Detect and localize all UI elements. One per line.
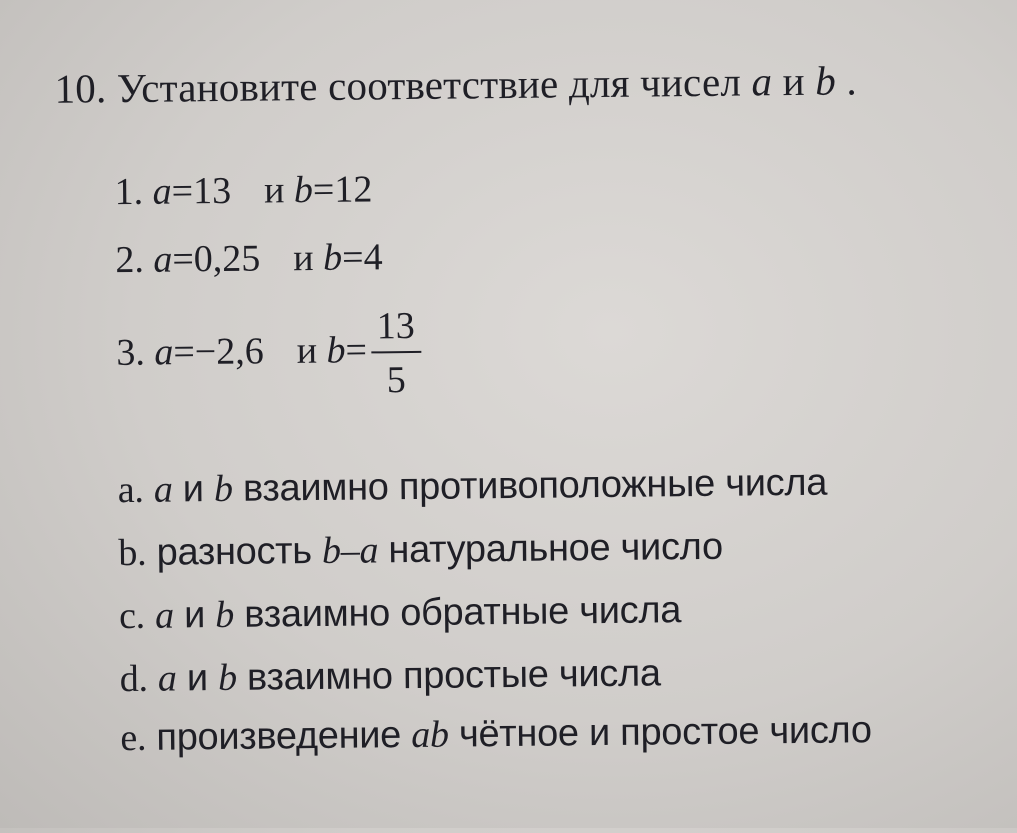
option-d [120, 651, 661, 701]
option-var-b: b [215, 593, 235, 637]
pair-b-value: =4 [341, 236, 383, 279]
pair-a-value: =−2,6 [173, 330, 264, 374]
option-var-b: b [213, 467, 233, 511]
pair-a-value: =0,25 [172, 237, 261, 281]
task-title: 10. Установите соответствие для чисел [54, 58, 742, 112]
option-conj: и [186, 657, 209, 700]
pair-a-value: =13 [171, 169, 232, 213]
pair-b-value: =12 [312, 168, 373, 212]
option-prefix: произведение [156, 714, 402, 759]
option-var-a: a [153, 468, 173, 511]
pair-a-label: a [152, 170, 172, 213]
option-conj: и [182, 468, 204, 511]
option-a [118, 461, 828, 512]
pair-conj: и [296, 329, 318, 372]
pair-item-3 [116, 304, 422, 402]
pair-conj: и [263, 169, 285, 212]
option-text: взаимно противоположные числа [242, 461, 828, 510]
option-expression: b–a [321, 529, 379, 572]
pair-a-label: a [154, 331, 174, 374]
option-letter: b. [118, 531, 147, 575]
option-var-a: a [154, 594, 175, 637]
option-var-a: a [157, 657, 177, 700]
option-conj: и [183, 594, 206, 637]
task-heading [54, 56, 857, 112]
pair-item-2 [115, 235, 383, 282]
option-letter: a. [117, 468, 144, 512]
pair-b-equals: = [345, 329, 368, 372]
fraction-numerator: 13 [376, 304, 415, 348]
fraction-denominator: 5 [386, 359, 407, 402]
task-end: . [846, 57, 858, 104]
pair-conj: и [293, 237, 314, 280]
option-e [120, 708, 872, 760]
pair-b-label: b [326, 329, 346, 372]
task-var-a: a [751, 58, 773, 105]
pair-a-label: a [153, 238, 173, 281]
option-text: взаимно обратные числа [244, 589, 682, 636]
pair-number: 3. [116, 331, 146, 374]
task-conj: и [782, 57, 805, 105]
option-letter: c. [118, 594, 146, 638]
option-expression: ab [411, 713, 449, 757]
option-text: чётное и простое число [458, 709, 872, 756]
pair-number: 2. [115, 238, 145, 282]
option-letter: e. [120, 716, 147, 760]
task-var-b: b [814, 57, 837, 104]
option-b [118, 525, 723, 575]
option-c [119, 588, 681, 638]
option-prefix: разность [156, 530, 313, 574]
pair-b-label: b [293, 169, 314, 212]
fraction [371, 304, 422, 402]
option-letter: d. [119, 657, 148, 701]
option-text: натуральное число [388, 525, 724, 572]
pair-number: 1. [114, 170, 144, 214]
option-text: взаимно простые числа [246, 652, 661, 699]
pair-b-label: b [322, 236, 343, 279]
option-var-b: b [217, 656, 238, 700]
pair-item-1 [114, 167, 372, 214]
